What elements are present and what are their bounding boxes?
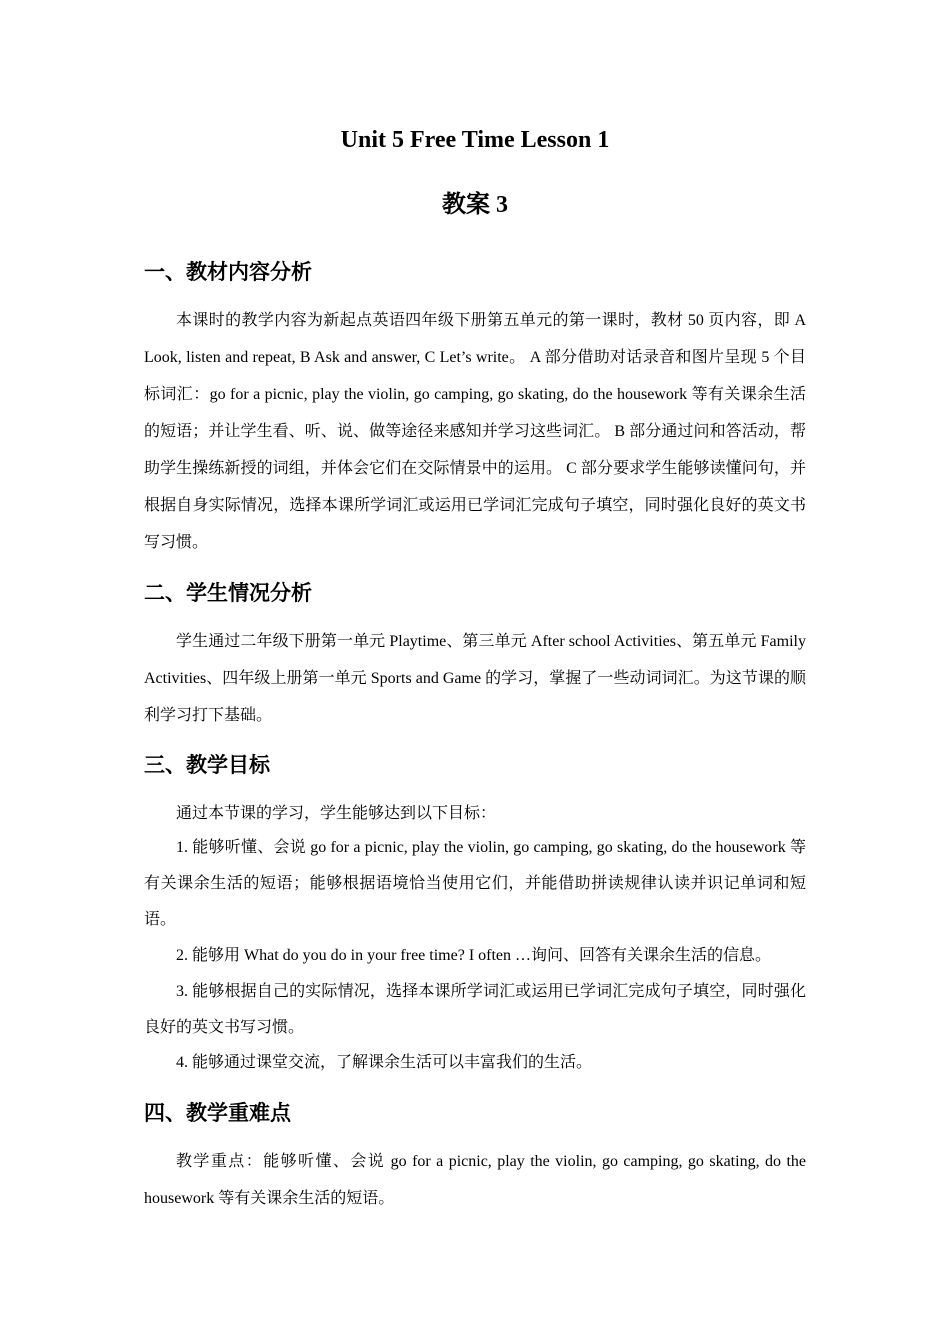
section-heading-key-points: 四、教学重难点: [144, 1101, 291, 1125]
objective-item-3: 3. 能够根据自己的实际情况，选择本课所学词汇或运用已学词汇完成句子填空，同时强化良好的英文书写习惯。: [144, 983, 806, 1036]
objectives-intro: 通过本节课的学习，学生能够达到以下目标：: [176, 805, 497, 822]
section-body-materials: 本课时的教学内容为新起点英语四年级下册第五单元的第一课时，教材 50 页内容，即 A Look, listen and repeat, B Ask and answer, C Let’s write。 A 部分借助对话录音和图片呈现 5 个目标词汇：go for a picnic, play the violin, go camping, go skating, do the housework 等有关课余生活的短语；并让学生看、听、说、做等途径来感知并学习这些词汇。 B 部分通过问和答活动，帮助学生操练新授的词组，并体会它们在交际情景中的运用。 C 部分要求学生能够读懂问句，并根据自身实际情况，选择本课所学词汇或运用已学词汇完成句子填空，同时强化良好的英文书写习惯。: [144, 312, 806, 551]
section-heading-materials: 一、教材内容分析: [144, 260, 312, 284]
section-body-key-points: 教学重点：能够听懂、会说 go for a picnic, play the violin, go camping, go skating, do the housework 等有关课余生活的短语。: [144, 1153, 806, 1207]
objective-item-4: 4. 能够通过课堂交流，了解课余生活可以丰富我们的生活。: [176, 1054, 593, 1071]
section-heading-students: 二、学生情况分析: [144, 581, 312, 605]
section-heading-objectives: 三、教学目标: [144, 753, 270, 777]
document-title: Unit 5 Free Time Lesson 1: [340, 127, 610, 153]
objective-item-1: 1. 能够听懂、会说 go for a picnic, play the violin, go camping, go skating, do the housework 等有关课余生活的短语；能够根据语境恰当使用它们，并能借助拼读规律认读并识记单词和短语。: [144, 839, 806, 928]
section-body-students: 学生通过二年级下册第一单元 Playtime、第三单元 After school Activities、第五单元 Family Activities、四年级上册第一单元 Sports and Game 的学习，掌握了一些动词词汇。为这节课的顺利学习打下基础。: [144, 633, 806, 724]
objective-item-2: 2. 能够用 What do you do in your free time? I often …询问、回答有关课余生活的信息。: [176, 947, 772, 964]
document-subtitle: 教案 3: [442, 192, 508, 218]
